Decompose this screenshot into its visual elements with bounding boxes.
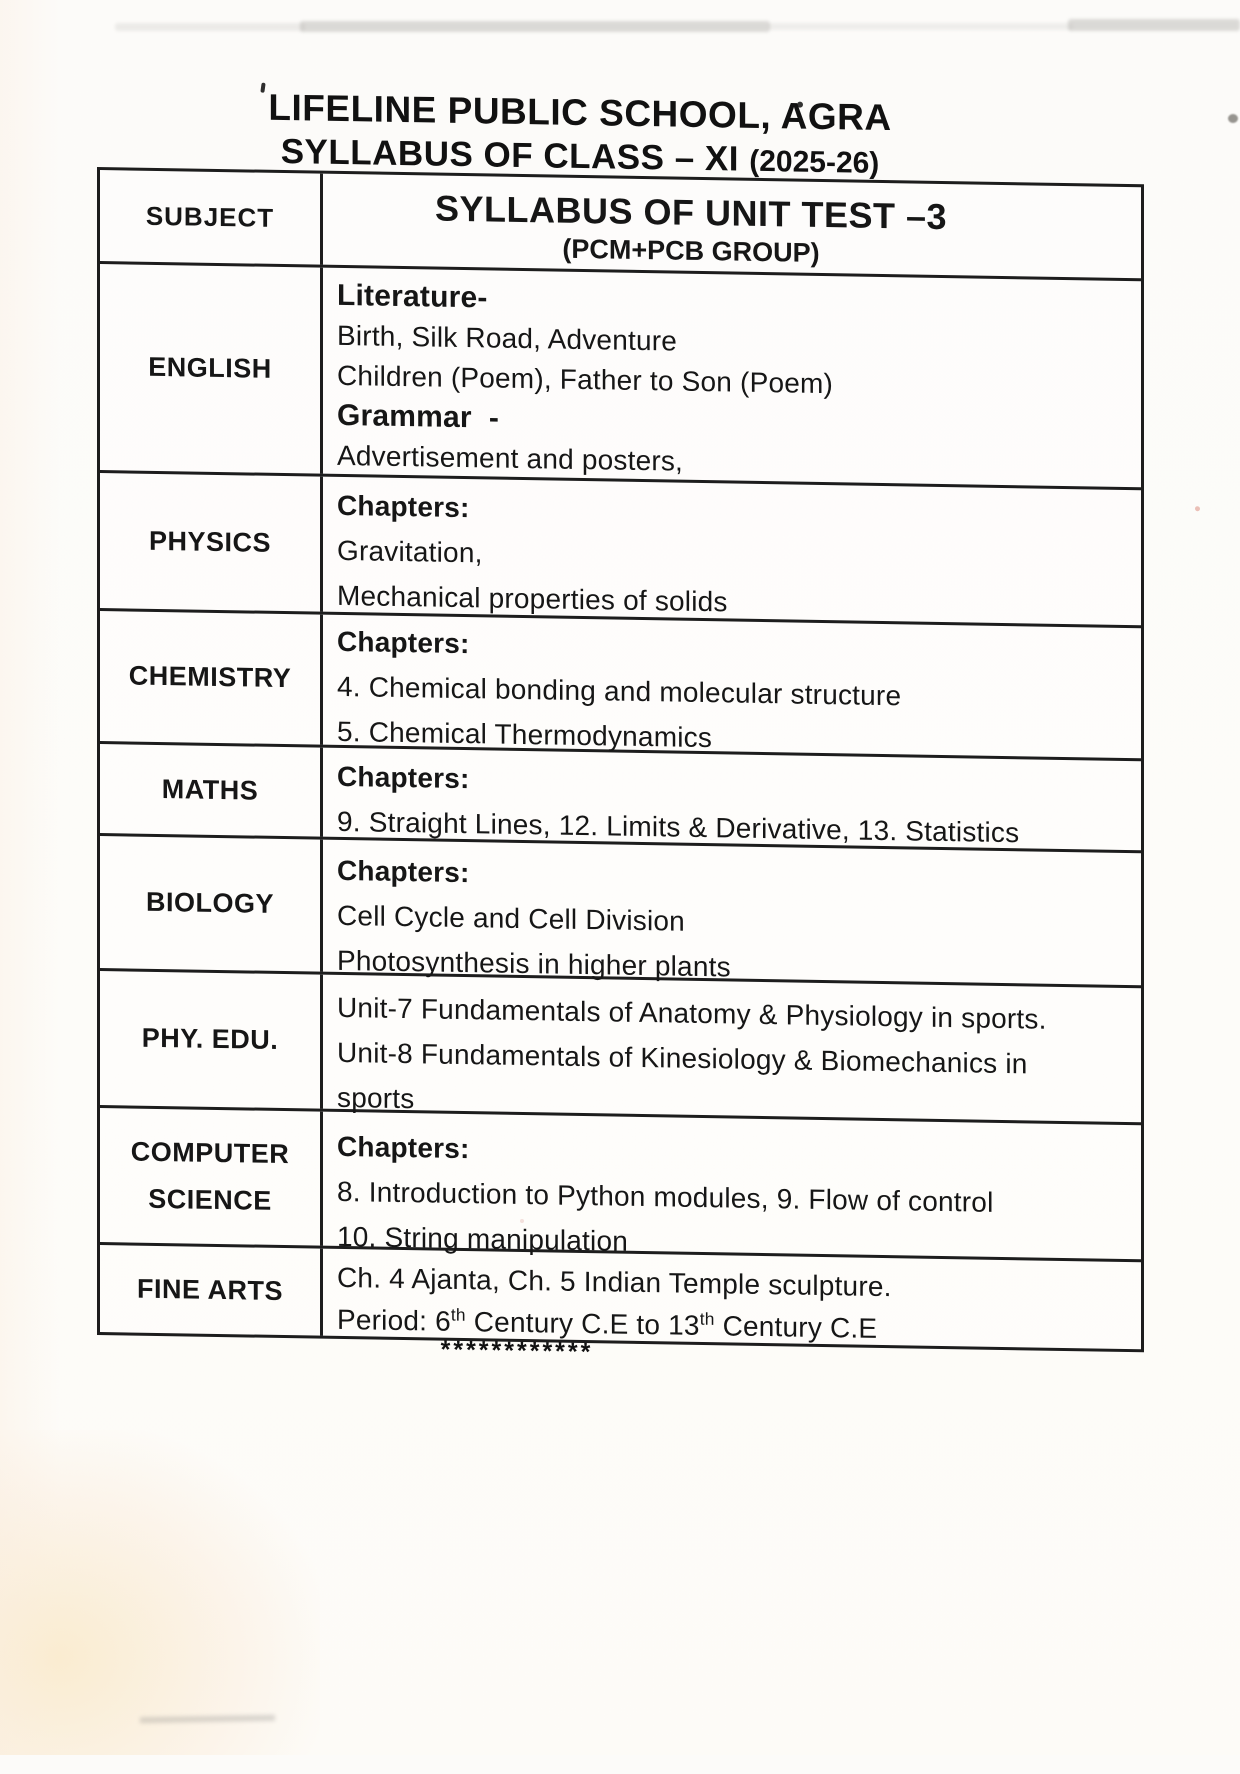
table-row-biology bbox=[100, 833, 1141, 985]
content-line: Children (Poem), Father to Son (Poem) bbox=[337, 359, 834, 400]
content-line: 4. Chemical bonding and molecular structure bbox=[337, 670, 902, 712]
content-line: Photosynthesis in higher plants bbox=[337, 944, 731, 983]
syllabus-content bbox=[323, 748, 1141, 851]
subject-label: PHY. EDU. bbox=[100, 971, 323, 1109]
table-row-computer-science bbox=[100, 1105, 1141, 1259]
content-line: Chapters: bbox=[337, 1130, 470, 1165]
syllabus-content bbox=[323, 615, 1141, 759]
content-line: sports bbox=[337, 1081, 415, 1115]
content-line: Chapters: bbox=[337, 625, 470, 660]
content-line: Cell Cycle and Cell Division bbox=[337, 899, 685, 937]
content-line: Birth, Silk Road, Adventure bbox=[337, 319, 678, 357]
session-year: (2025-26) bbox=[749, 144, 880, 180]
content-line: Unit-8 Fundamentals of Kinesiology & Biomechanics in bbox=[337, 1036, 1028, 1080]
syllabus-content bbox=[323, 1112, 1141, 1260]
syllabus-content bbox=[323, 975, 1141, 1123]
content-line: Literature- bbox=[337, 278, 488, 315]
subject-label: PHYSICS bbox=[100, 473, 323, 612]
subject-label: COMPUTER SCIENCE bbox=[100, 1108, 323, 1246]
syllabus-table bbox=[97, 167, 1144, 1352]
content-line: Unit-7 Fundamentals of Anatomy & Physiology in sports. bbox=[337, 991, 1047, 1035]
syllabus-content bbox=[323, 477, 1141, 626]
subject-label: ENGLISH bbox=[100, 264, 323, 474]
content-line: Advertisement and posters, bbox=[337, 439, 684, 477]
content-line: Ch. 4 Ajanta, Ch. 5 Indian Temple sculpture. bbox=[337, 1261, 892, 1303]
content-line: Gravitation, bbox=[337, 534, 483, 569]
content-line: Chapters: bbox=[337, 854, 470, 889]
table-row-english bbox=[100, 261, 1141, 487]
content-line: 8. Introduction to Python modules, 9. Flow of control bbox=[337, 1175, 994, 1218]
ink-speck bbox=[1195, 506, 1200, 511]
content-line: 10. String manipulation bbox=[337, 1220, 628, 1257]
class-title: SYLLABUS OF CLASS – XI bbox=[280, 131, 739, 179]
content-line: Period: 6th Century C.E to 13th Century C.E bbox=[337, 1303, 878, 1344]
subject-label: BIOLOGY bbox=[100, 836, 323, 972]
syllabus-content bbox=[323, 268, 1141, 488]
subject-label: CHEMISTRY bbox=[100, 611, 323, 745]
table-row-chemistry bbox=[100, 608, 1141, 758]
table-header-row bbox=[100, 170, 1141, 278]
content-line: Grammar - bbox=[337, 398, 500, 435]
subject-label: FINE ARTS bbox=[100, 1245, 323, 1336]
superscript: th bbox=[450, 1304, 466, 1325]
superscript: th bbox=[699, 1308, 715, 1329]
content-line: Chapters: bbox=[337, 489, 470, 524]
table-row-physics bbox=[100, 470, 1141, 625]
school-name: LIFELINE PUBLIC SCHOOL, AGRA bbox=[268, 86, 892, 139]
subject-label: MATHS bbox=[100, 744, 323, 837]
content-line: Chapters: bbox=[337, 760, 470, 795]
syllabus-content bbox=[323, 840, 1141, 986]
syllabus-content bbox=[323, 1249, 1141, 1350]
table-row-phy-edu bbox=[100, 968, 1141, 1122]
content-line: Mechanical properties of solids bbox=[337, 579, 728, 618]
content-line: 5. Chemical Thermodynamics bbox=[337, 715, 713, 754]
syllabus-column-header bbox=[323, 174, 1141, 279]
content-line: 9. Straight Lines, 12. Limits & Derivative, 13. Statistics bbox=[337, 805, 1020, 849]
unit-test-title: SYLLABUS OF UNIT TEST –3 bbox=[434, 187, 948, 238]
subject-column-header: SUBJECT bbox=[100, 170, 323, 265]
group-subtitle: (PCM+PCB GROUP) bbox=[562, 233, 820, 268]
footer-asterisks: ************ bbox=[440, 1335, 594, 1367]
